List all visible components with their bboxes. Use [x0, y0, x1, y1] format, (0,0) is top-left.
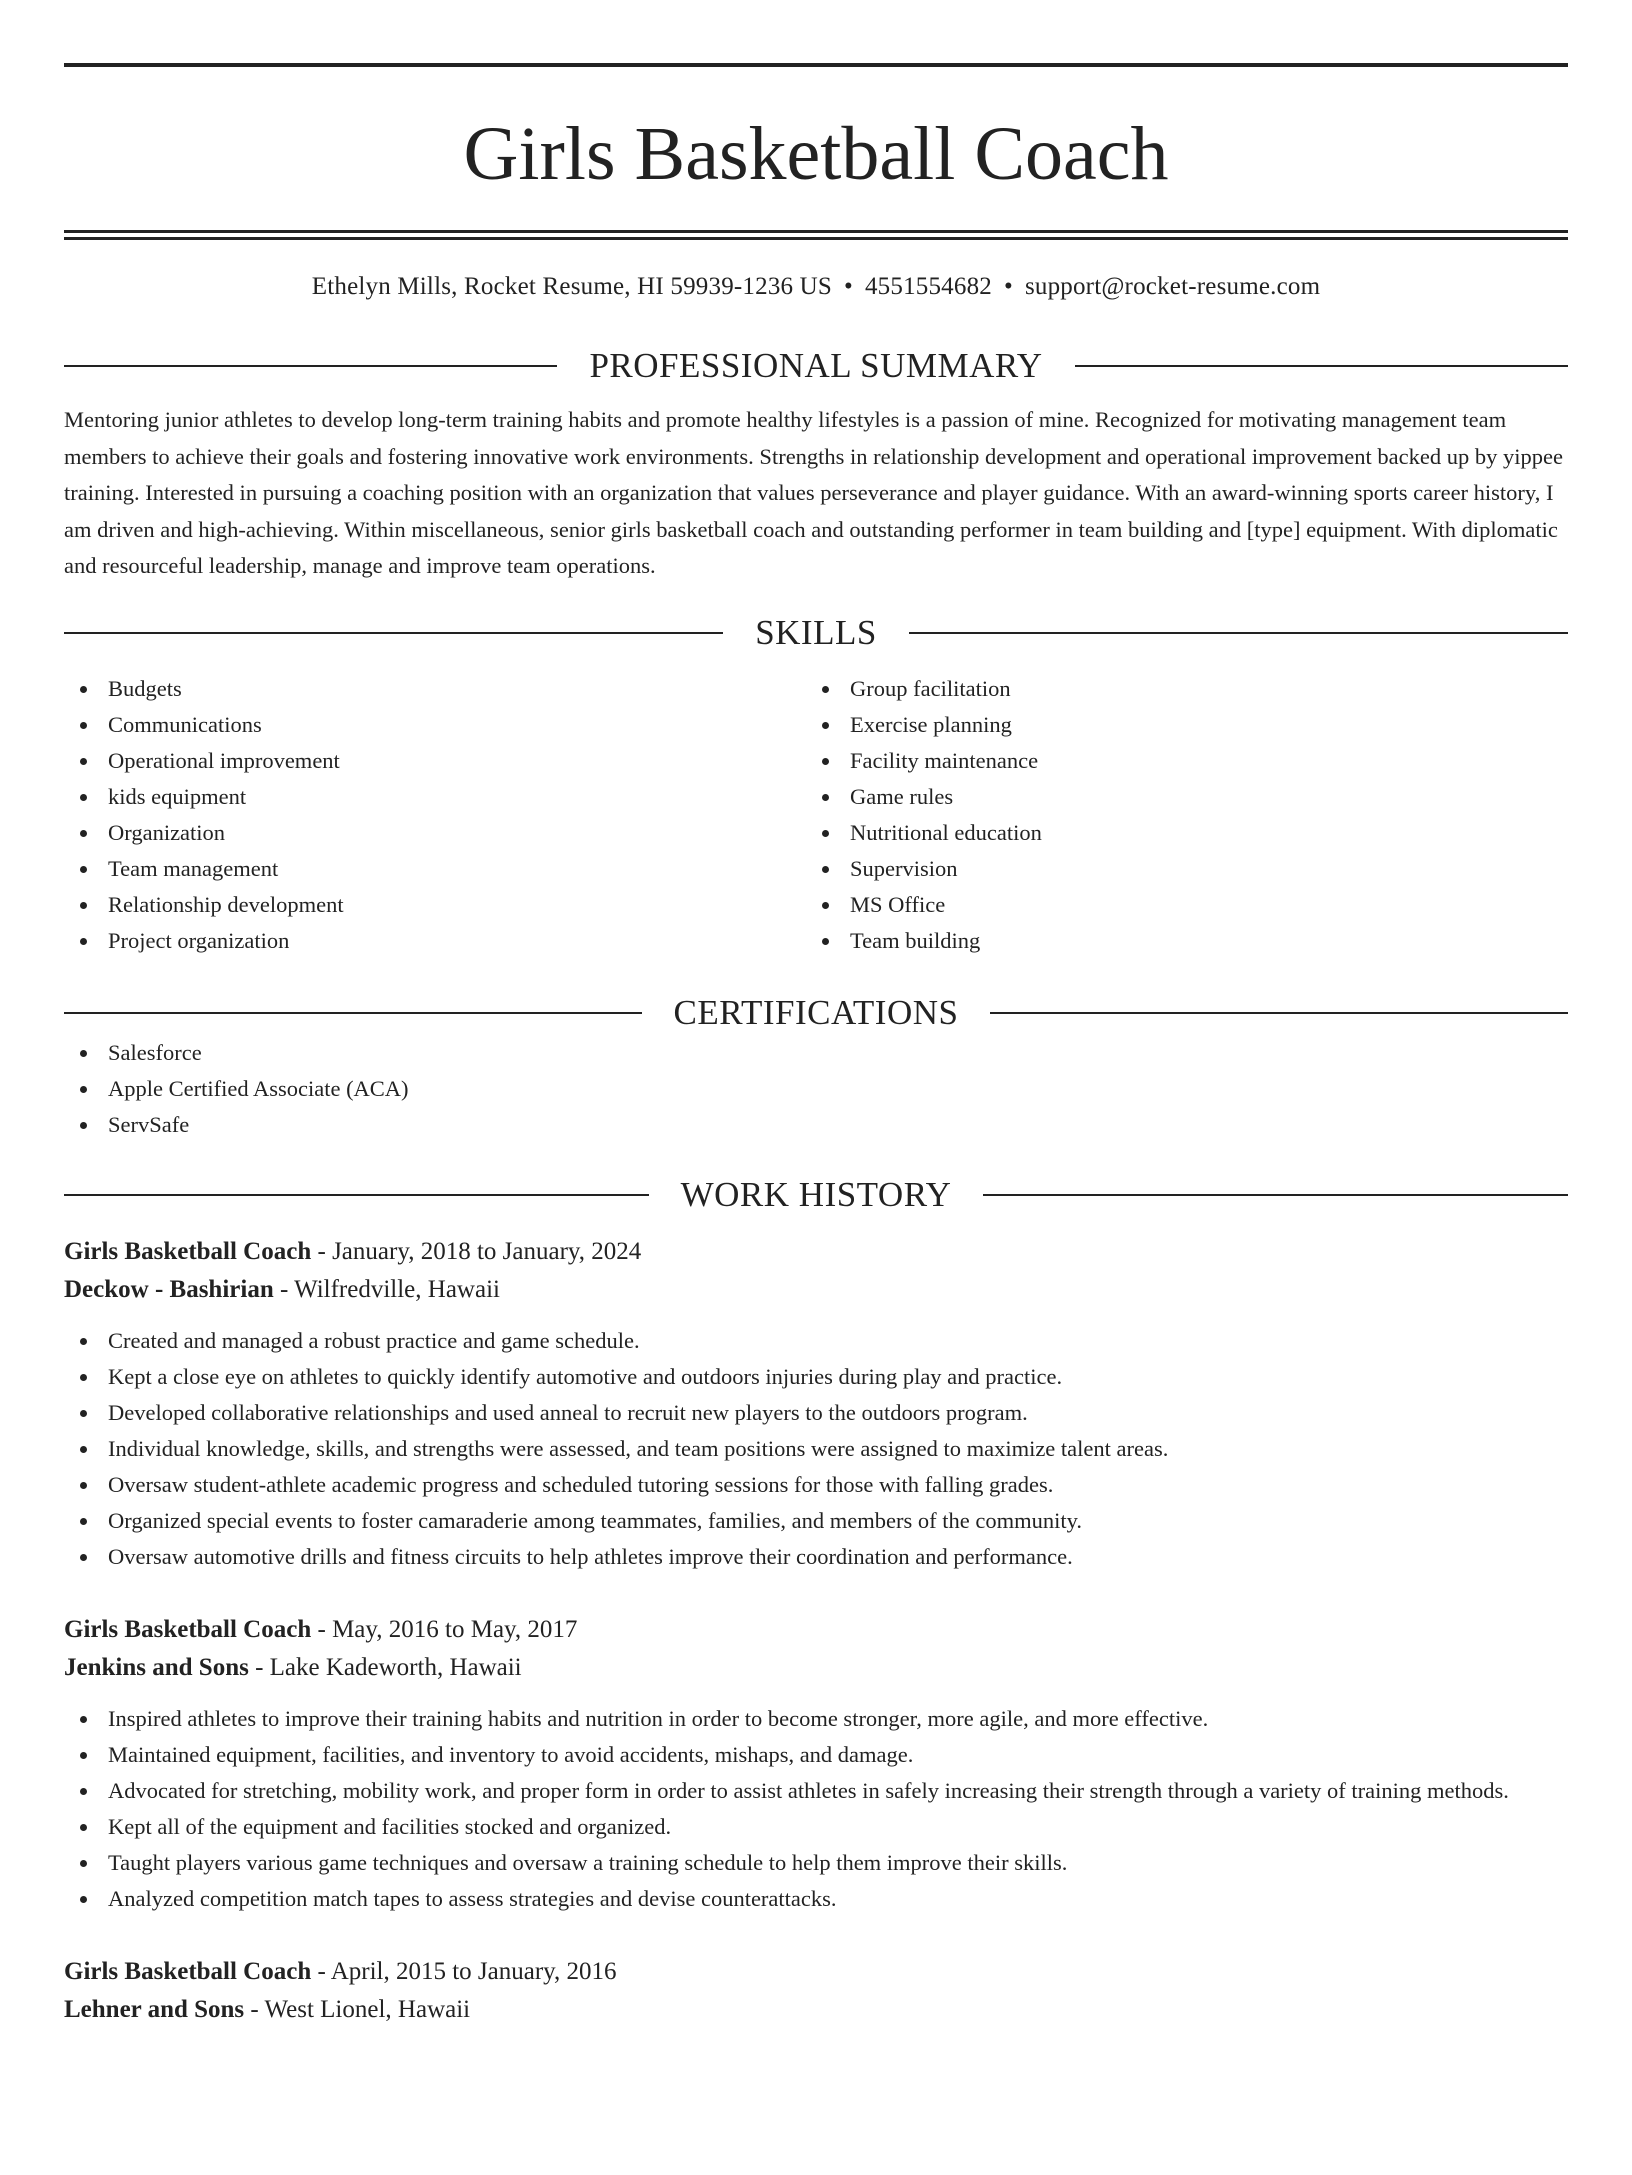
job-company-line: [64, 1649, 1568, 1687]
list-item-text: Advocated for stretching, mobility work, and proper form in order to assist athletes in safely increasing their strength through a variety of training methods.: [108, 1777, 1509, 1803]
bullet-dot-icon: [822, 830, 829, 837]
contact-separator: •: [1003, 273, 1013, 300]
job-location: - Wilfredville, Hawaii: [273, 1275, 500, 1303]
contact-address: Ethelyn Mills, Rocket Resume, HI 59939-1236 US: [311, 273, 833, 300]
skills-list-left: [64, 671, 806, 959]
list-item-text: Exercise planning: [850, 711, 1012, 737]
list-item-text: Oversaw automotive drills and fitness circuits to help athletes improve their coordination and performance.: [108, 1543, 1073, 1569]
list-item-text: Salesforce: [108, 1039, 202, 1065]
list-item-text: ServSafe: [108, 1111, 190, 1137]
heading-rule-left: [64, 632, 723, 634]
bullet-dot-icon: [822, 866, 829, 873]
bullet-dot-icon: [80, 1374, 87, 1381]
skill-item: [806, 743, 1548, 779]
job-entry: [64, 1233, 1568, 1575]
skills-column-left: [64, 671, 806, 959]
list-item-text: Facility maintenance: [850, 747, 1039, 773]
job-duty-item: [64, 1503, 1568, 1539]
job-duty-item: [64, 1467, 1568, 1503]
list-item-text: kids equipment: [108, 783, 247, 809]
work-history-list: [64, 1233, 1568, 2029]
list-item-text: Developed collaborative relationships and used anneal to recruit new players to the outdoors program.: [108, 1399, 1028, 1425]
job-duty-item: [64, 1359, 1568, 1395]
job-duty-item: [64, 1539, 1568, 1575]
summary-paragraph: Mentoring junior athletes to develop long-term training habits and promote healthy lifestyles is a passion of mine. Recognized for motivating management team members to achieve their goals and fostering innovative work environments. Strengths in relationship development and operational improvement backed up by yippee training. Interested in pursuing a coaching position with an organization that values perseverance and player guidance. With an award-winning sports career history, I am driven and high-achieving. Within miscellaneous, senior girls basketball coach and outstanding performer in team building and [type] equipment. With diplomatic and resourceful leadership, manage and improve team operations.: [64, 407, 1563, 578]
list-item-text: Organized special events to foster camaraderie among teammates, families, and members of the community.: [108, 1507, 1083, 1533]
job-dates: - January, 2018 to January, 2024: [311, 1237, 642, 1265]
skill-item: [64, 779, 806, 815]
skill-item: [64, 887, 806, 923]
job-entry: [64, 1611, 1568, 1917]
list-item-text: Team building: [850, 927, 981, 953]
job-duty-item: [64, 1701, 1568, 1737]
contact-line: [64, 270, 1568, 304]
list-item-text: Kept all of the equipment and facilities stocked and organized.: [108, 1813, 672, 1839]
resume-title: Girls Basketball Coach: [463, 112, 1169, 196]
heading-rule-left: [64, 365, 557, 367]
heading-rule-right: [990, 1012, 1568, 1014]
list-item-text: Inspired athletes to improve their training habits and nutrition in order to become stronger, more agile, and more effective.: [108, 1705, 1209, 1731]
section-heading-summary: [64, 344, 1568, 388]
bullet-dot-icon: [822, 758, 829, 765]
skill-item: [806, 815, 1548, 851]
section-label: SKILLS: [755, 612, 877, 652]
skill-item: [64, 923, 806, 959]
list-item-text: Oversaw student-athlete academic progress and scheduled tutoring sessions for those with falling grades.: [108, 1471, 1054, 1497]
bullet-dot-icon: [822, 794, 829, 801]
job-company-line: [64, 1991, 1568, 2029]
section-heading-work-history: [64, 1173, 1568, 1217]
list-item-text: Game rules: [850, 783, 954, 809]
bullet-dot-icon: [80, 758, 87, 765]
job-duty-item: [64, 1809, 1568, 1845]
list-item-text: Communications: [108, 711, 262, 737]
list-item-text: Apple Certified Associate (ACA): [108, 1075, 409, 1101]
list-item-text: Nutritional education: [850, 819, 1042, 845]
list-item-text: Individual knowledge, skills, and strengths were assessed, and team positions were assigned to maximize talent areas.: [108, 1435, 1169, 1461]
list-item-text: MS Office: [850, 891, 946, 917]
list-item-text: Project organization: [108, 927, 290, 953]
bullet-dot-icon: [822, 686, 829, 693]
job-duty-item: [64, 1431, 1568, 1467]
job-title-line: [64, 1611, 1568, 1649]
bullet-dot-icon: [80, 902, 87, 909]
skill-item: [64, 743, 806, 779]
heading-rule-left: [64, 1194, 649, 1196]
bullet-dot-icon: [80, 1482, 87, 1489]
bullet-dot-icon: [80, 1446, 87, 1453]
skill-item: [64, 671, 806, 707]
job-company: Jenkins and Sons: [64, 1653, 249, 1681]
job-dates: - May, 2016 to May, 2017: [311, 1615, 578, 1643]
skills-grid: [64, 671, 1568, 959]
certification-item: [64, 1107, 1568, 1143]
top-rule: [64, 63, 1568, 67]
job-title: Girls Basketball Coach: [64, 1957, 312, 1985]
job-duties-list: [64, 1701, 1568, 1917]
list-item-text: Relationship development: [108, 891, 344, 917]
heading-rule-left: [64, 1012, 642, 1014]
bullet-dot-icon: [822, 938, 829, 945]
job-title: Girls Basketball Coach: [64, 1237, 312, 1265]
job-title-line: [64, 1233, 1568, 1271]
skills-column-right: [806, 671, 1548, 959]
skill-item: [64, 851, 806, 887]
job-location: - Lake Kadeworth, Hawaii: [248, 1653, 522, 1681]
list-item-text: Taught players various game techniques and oversaw a training schedule to help them improve their skills.: [108, 1849, 1068, 1875]
list-item-text: Team management: [108, 855, 279, 881]
skill-item: [806, 851, 1548, 887]
section-heading-certifications: [64, 991, 1568, 1035]
job-duty-item: [64, 1395, 1568, 1431]
job-company-line: [64, 1271, 1568, 1309]
job-entry: [64, 1953, 1568, 2029]
resume-page: [0, 63, 1632, 2175]
bullet-dot-icon: [80, 1788, 87, 1795]
bullet-dot-icon: [80, 1410, 87, 1417]
job-duty-item: [64, 1323, 1568, 1359]
certification-item: [64, 1035, 1568, 1071]
job-duty-item: [64, 1773, 1568, 1809]
section-label: PROFESSIONAL SUMMARY: [589, 346, 1043, 385]
skill-item: [806, 707, 1548, 743]
bullet-dot-icon: [80, 938, 87, 945]
job-title-line: [64, 1953, 1568, 1991]
section-label: CERTIFICATIONS: [673, 992, 959, 1032]
title-double-rule: [64, 230, 1568, 240]
skill-item: [806, 923, 1548, 959]
list-item-text: Analyzed competition match tapes to assess strategies and devise counterattacks.: [108, 1885, 837, 1911]
heading-rule-right: [1075, 365, 1568, 367]
job-duty-item: [64, 1881, 1568, 1917]
job-company: Deckow - Bashirian: [64, 1275, 274, 1303]
job-title: Girls Basketball Coach: [64, 1615, 312, 1643]
list-item-text: Created and managed a robust practice and game schedule.: [108, 1327, 640, 1353]
bullet-dot-icon: [80, 1338, 87, 1345]
bullet-dot-icon: [80, 1518, 87, 1525]
job-duty-item: [64, 1845, 1568, 1881]
bullet-dot-icon: [80, 794, 87, 801]
skills-list-right: [806, 671, 1548, 959]
skill-item: [806, 887, 1548, 923]
bullet-dot-icon: [822, 902, 829, 909]
heading-rule-right: [909, 632, 1568, 634]
list-item-text: Group facilitation: [850, 675, 1011, 701]
bullet-dot-icon: [80, 866, 87, 873]
contact-separator: •: [844, 273, 853, 300]
list-item-text: Supervision: [850, 855, 958, 881]
job-duty-item: [64, 1737, 1568, 1773]
contact-email: support@rocket-resume.com: [1024, 273, 1321, 300]
list-item-text: Operational improvement: [108, 747, 340, 773]
skill-item: [806, 779, 1548, 815]
job-company: Lehner and Sons: [64, 1995, 245, 2023]
bullet-dot-icon: [80, 830, 87, 837]
bullet-dot-icon: [80, 1824, 87, 1831]
skill-item: [806, 671, 1548, 707]
skill-item: [64, 815, 806, 851]
certification-item: [64, 1071, 1568, 1107]
certifications-list: [64, 1035, 1568, 1143]
bullet-dot-icon: [80, 1086, 87, 1093]
job-dates: - April, 2015 to January, 2016: [311, 1957, 617, 1985]
bullet-dot-icon: [80, 686, 87, 693]
list-item-text: Kept a close eye on athletes to quickly identify automotive and outdoors injuries during play and practice.: [108, 1363, 1063, 1389]
list-item-text: Organization: [108, 819, 226, 845]
bullet-dot-icon: [80, 1752, 87, 1759]
job-duties-list: [64, 1323, 1568, 1575]
section-heading-skills: [64, 611, 1568, 655]
bullet-dot-icon: [80, 722, 87, 729]
bullet-dot-icon: [80, 1860, 87, 1867]
list-item-text: Budgets: [108, 675, 182, 701]
section-label: WORK HISTORY: [680, 1174, 952, 1214]
bullet-dot-icon: [822, 722, 829, 729]
contact-phone: 4551554682: [864, 273, 992, 300]
bullet-dot-icon: [80, 1122, 87, 1129]
list-item-text: Maintained equipment, facilities, and inventory to avoid accidents, mishaps, and damage.: [108, 1741, 914, 1767]
skill-item: [64, 707, 806, 743]
heading-rule-right: [983, 1194, 1568, 1196]
bullet-dot-icon: [80, 1716, 87, 1723]
job-location: - West Lionel, Hawaii: [244, 1995, 471, 2023]
bullet-dot-icon: [80, 1896, 87, 1903]
bullet-dot-icon: [80, 1554, 87, 1561]
bullet-dot-icon: [80, 1050, 87, 1057]
